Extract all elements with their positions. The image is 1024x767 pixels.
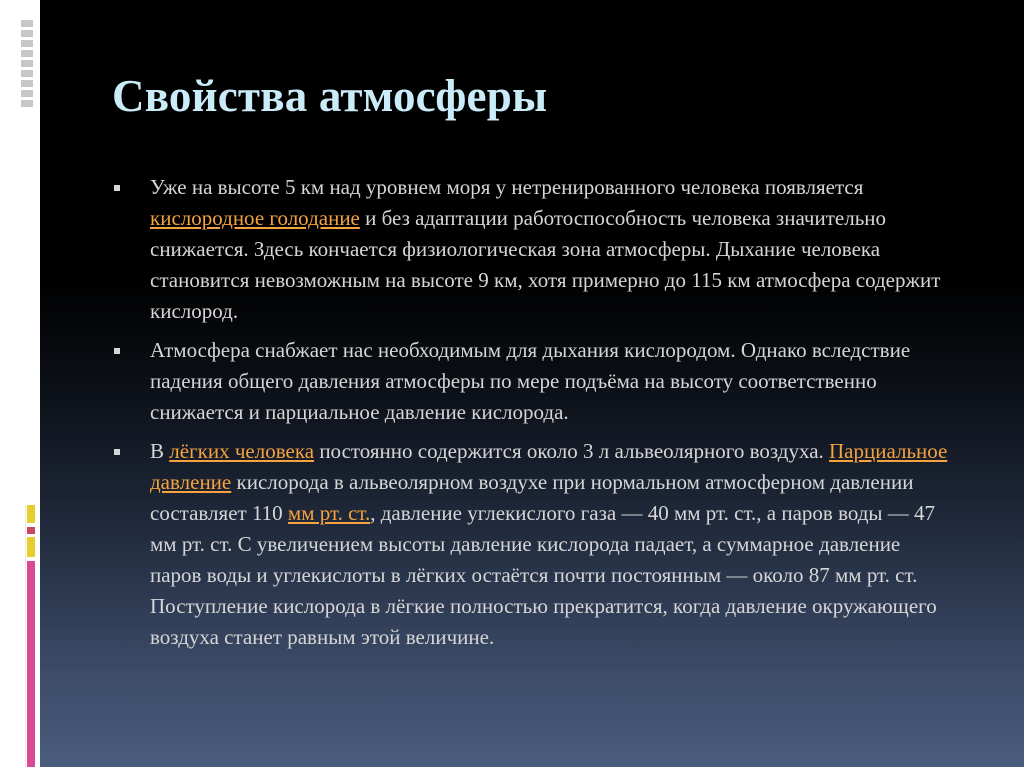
bullet-text: В — [150, 439, 170, 463]
hyperlink[interactable]: лёгких человека — [169, 439, 315, 463]
bullet-text: кислорода в альвеолярном воздухе при нормальном атмосферном давлении составляет 110 — [150, 470, 914, 525]
bullet-text: и без адаптации работоспособность человека значительно снижается. Здесь кончается физиологическая зона атмосферы. Дыхание человека становится невозможным на высоте 9 км, хотя примерно до 115 км атмосфера содержит кислород. — [150, 206, 941, 323]
hyperlink[interactable]: Парциальное давление — [150, 439, 948, 494]
bullet-item — [110, 172, 950, 327]
bullet-marker-icon — [114, 449, 120, 455]
left-decorative-bars-top — [0, 0, 40, 400]
bullet-text: Уже на высоте 5 км над уровнем моря у нетренированного человека появляется — [150, 175, 864, 199]
slide-title: Свойства атмосферы — [112, 71, 548, 121]
hyperlink[interactable]: мм рт. ст. — [287, 501, 371, 525]
slide-canvas — [40, 0, 1024, 767]
hyperlink[interactable]: кислородное голодание — [150, 206, 360, 230]
bullet-marker-icon — [114, 185, 120, 191]
bullet-marker-icon — [114, 348, 120, 354]
bullet-item — [110, 335, 950, 428]
left-decorative-bars-bottom — [0, 505, 40, 767]
bullet-text: , давление углекислого газа — 40 мм рт. ст., а паров воды — 47 мм рт. ст. С увеличением высоты давление кислорода падает, а суммарное давление паров воды и углекислоты в лёгких остаётся почти постоянным — около 87 мм рт. ст. Поступление кислорода в лёгкие полностью прекратится, когда давление окружающего воздуха станет равным этой величине. — [150, 501, 937, 649]
bullet-text: Атмосфера снабжает нас необходимым для дыхания кислородом. Однако вследствие падения общего давления атмосферы по мере подъёма на высоту соответственно снижается и парциальное давление кислорода. — [150, 338, 911, 424]
bullet-text: постоянно содержится около 3 л альвеолярного воздуха. — [314, 439, 830, 463]
bullet-item — [110, 436, 950, 653]
bullet-list — [110, 172, 950, 653]
